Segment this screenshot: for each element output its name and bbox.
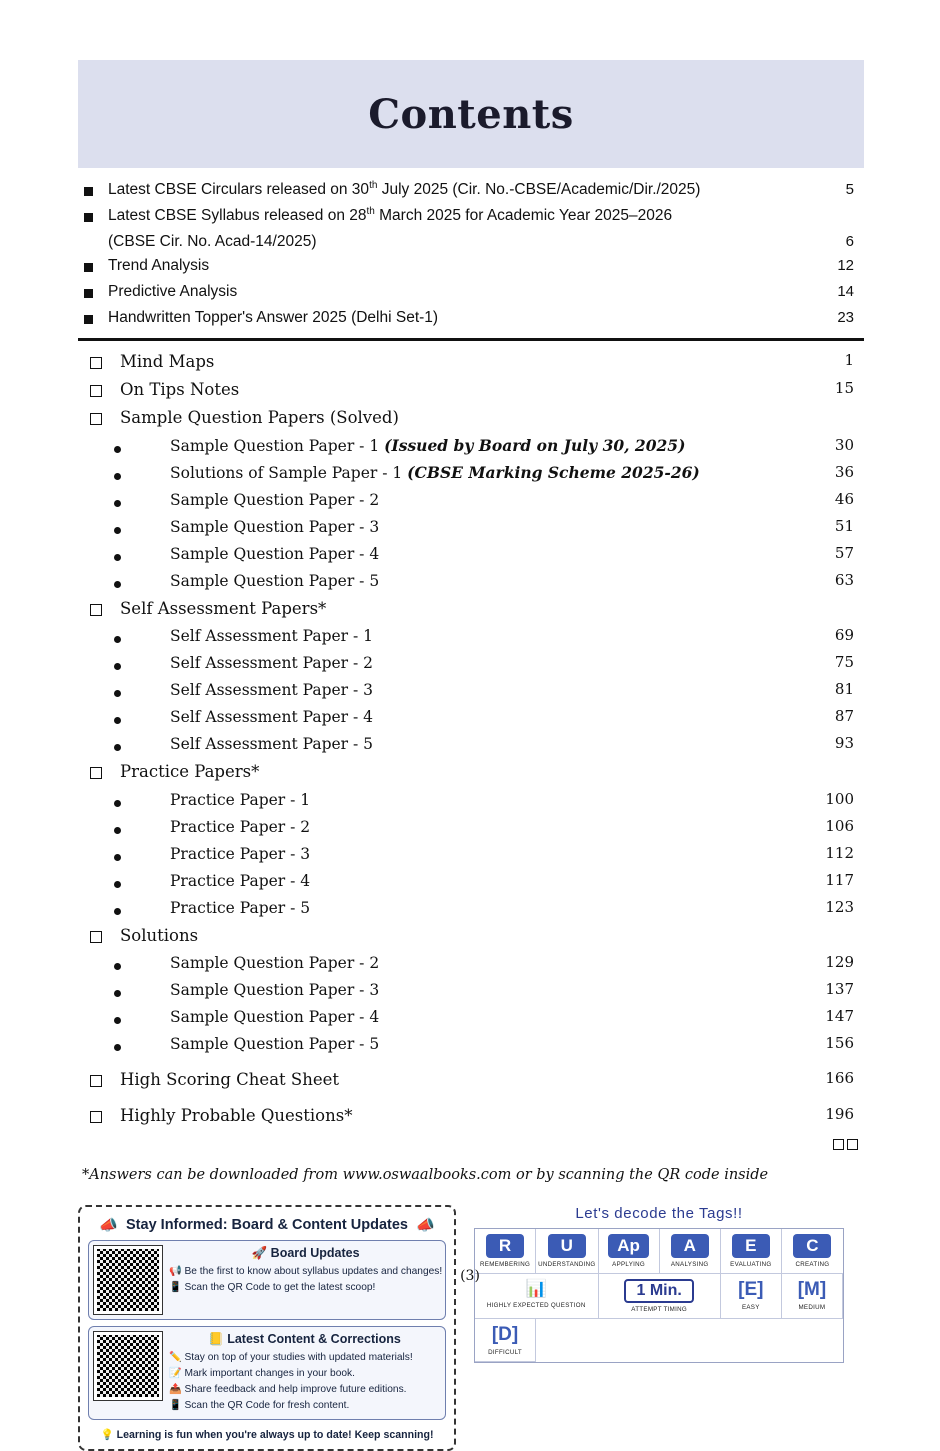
page-ref: 57 xyxy=(834,543,854,562)
round-bullet-icon xyxy=(84,706,170,730)
hollow-square-bullet-icon xyxy=(84,1068,120,1093)
page-ref: 87 xyxy=(834,707,854,726)
list-item-label: Sample Question Paper - 5 xyxy=(170,571,380,590)
page-ref: 6 xyxy=(845,233,854,250)
tags-legend-grid xyxy=(474,1228,844,1362)
list-item-label: Self Assessment Paper - 5 xyxy=(170,735,374,754)
contents-page xyxy=(78,60,864,1451)
list-item[interactable] xyxy=(84,487,858,514)
tag-badge: Ap xyxy=(608,1234,649,1258)
filled-square-bullet-icon xyxy=(84,255,108,279)
round-bullet-icon xyxy=(84,979,170,1003)
tag-badge: [E] xyxy=(738,1279,764,1301)
round-bullet-icon xyxy=(84,870,170,894)
list-item[interactable] xyxy=(84,1103,858,1131)
list-item[interactable] xyxy=(84,1005,858,1032)
list-item-label: Solutions xyxy=(120,925,199,945)
list-item-continuation xyxy=(84,230,858,254)
filled-square-bullet-icon xyxy=(84,205,108,229)
megaphone-icon: 📣 xyxy=(99,1217,119,1235)
list-item-label: Trend Analysis xyxy=(108,257,210,274)
qr-code-content-corrections[interactable] xyxy=(94,1332,162,1400)
page-ref: 5 xyxy=(845,181,854,198)
content-corrections-line: 📝 Mark important changes in your book. xyxy=(169,1368,355,1380)
hollow-square-bullet-icon xyxy=(84,597,120,622)
list-item-label: Latest CBSE Circulars released on 30th July 2025 (Cir. No.-CBSE/Academic/Dir./2025) xyxy=(108,180,701,199)
list-item-label: Highly Probable Questions* xyxy=(120,1106,353,1126)
list-item[interactable] xyxy=(84,306,858,332)
list-item[interactable] xyxy=(84,922,858,950)
list-item[interactable] xyxy=(84,1032,858,1059)
round-bullet-icon xyxy=(84,1033,170,1057)
list-item[interactable] xyxy=(84,895,858,922)
round-bullet-icon xyxy=(84,570,170,594)
page-number: (3) xyxy=(460,1268,480,1284)
list-item-note: (CBSE Marking Scheme 2025-26) xyxy=(407,462,700,482)
round-bullet-icon xyxy=(84,516,170,540)
list-item-note: (Issued by Board on July 30, 2025) xyxy=(384,435,686,455)
tag-badge: E xyxy=(732,1234,770,1258)
list-item-label: Latest CBSE Syllabus released on 28th March 2025 for Academic Year 2025–2026 xyxy=(108,206,673,225)
round-bullet-icon xyxy=(84,489,170,513)
page-ref: 196 xyxy=(825,1105,854,1124)
list-item[interactable] xyxy=(84,280,858,306)
list-item-label: Sample Question Paper - 4 xyxy=(170,544,380,563)
round-bullet-icon xyxy=(84,435,170,459)
filled-square-bullet-icon xyxy=(84,307,108,331)
updates-heading xyxy=(88,1213,446,1240)
footnote: *Answers can be downloaded from www.oswaalbooks.com or by scanning the QR code inside xyxy=(82,1167,769,1184)
list-item[interactable] xyxy=(84,787,858,814)
round-bullet-icon xyxy=(84,625,170,649)
tag-badge: [D] xyxy=(491,1323,519,1345)
tag-label: EASY xyxy=(741,1304,760,1312)
content-corrections-line: ✏️ Stay on top of your studies with updated materials! xyxy=(169,1352,413,1364)
list-item-label: High Scoring Cheat Sheet xyxy=(120,1070,339,1090)
filled-square-bullet-icon xyxy=(84,281,108,305)
hollow-square-bullet-icon xyxy=(84,1104,120,1129)
list-item[interactable] xyxy=(84,433,858,460)
page-ref: 166 xyxy=(825,1069,854,1088)
round-bullet-icon xyxy=(84,733,170,757)
list-item-label: Sample Question Paper - 3 xyxy=(170,981,380,1000)
page-ref: 112 xyxy=(825,843,854,862)
list-item-label: Self Assessment Paper - 2 xyxy=(170,654,374,673)
list-item-label: Practice Papers* xyxy=(120,762,260,782)
list-item-label: Sample Question Paper - 3 xyxy=(170,517,380,536)
tag-label: HIGHLY EXPECTED QUESTION xyxy=(486,1302,586,1310)
list-item[interactable] xyxy=(84,841,858,868)
list-item-label: Handwritten Topper's Answer 2025 (Delhi Set-1) xyxy=(108,309,439,326)
list-item-label: Self Assessment Paper - 3 xyxy=(170,681,374,700)
round-bullet-icon xyxy=(84,462,170,486)
list-item[interactable] xyxy=(84,732,858,759)
tag-cell xyxy=(475,1319,536,1362)
list-item[interactable] xyxy=(84,678,858,705)
list-item-label: Predictive Analysis xyxy=(108,283,238,300)
hollow-square-bullet-icon xyxy=(84,406,120,431)
list-item-label: Sample Question Paper - 4 xyxy=(170,1008,380,1027)
list-item[interactable] xyxy=(84,178,858,204)
tag-label: ANALYSING xyxy=(670,1261,709,1269)
updates-heading-label: Stay Informed: Board & Content Updates xyxy=(126,1217,408,1234)
bullet-spacer xyxy=(84,231,108,233)
round-bullet-icon xyxy=(84,679,170,703)
list-item[interactable] xyxy=(84,254,858,280)
page-ref: 15 xyxy=(834,378,854,397)
list-item[interactable] xyxy=(84,705,858,732)
page-ref: 129 xyxy=(825,953,854,972)
tag-badge: [M] xyxy=(797,1279,827,1301)
list-item[interactable] xyxy=(84,595,858,623)
list-item[interactable] xyxy=(84,541,858,568)
tags-legend-title: Let's decode the Tags!! xyxy=(575,1205,743,1223)
board-updates-title: 🚀 Board Updates xyxy=(251,1246,360,1261)
list-item[interactable] xyxy=(84,868,858,895)
updates-footer: 💡 Learning is fun when you're always up to date! Keep scanning! xyxy=(100,1428,434,1441)
page-ref: 117 xyxy=(825,870,854,889)
list-item-label: On Tips Notes xyxy=(120,379,240,399)
page-ref: 69 xyxy=(834,626,854,645)
list-item[interactable] xyxy=(84,624,858,651)
tag-label: ATTEMPT TIMING xyxy=(631,1306,688,1314)
list-item-label: Practice Paper - 5 xyxy=(170,898,311,917)
page-ref: 46 xyxy=(834,489,854,508)
tag-label: EVALUATING xyxy=(730,1261,772,1269)
page-ref: 147 xyxy=(825,1007,854,1026)
page-ref: 12 xyxy=(837,257,854,274)
hollow-square-bullet-icon xyxy=(84,924,120,949)
list-item[interactable] xyxy=(84,514,858,541)
page-ref: 23 xyxy=(837,309,854,326)
content-corrections-line: 📤 Share feedback and help improve future editions. xyxy=(169,1384,407,1395)
circulars-list xyxy=(78,168,864,341)
tag-label: MEDIUM xyxy=(798,1304,826,1312)
updates-panel xyxy=(78,1205,456,1450)
list-item-label: Self Assessment Papers* xyxy=(120,598,327,618)
list-item-label: Solutions of Sample Paper - 1 (CBSE Marking Scheme 2025-26) xyxy=(170,462,700,482)
content-corrections-card[interactable] xyxy=(88,1326,446,1419)
list-item-label: Practice Paper - 3 xyxy=(170,844,311,863)
list-item-label: Sample Question Papers (Solved) xyxy=(120,408,399,428)
hollow-square-bullet-icon xyxy=(84,378,120,403)
tags-legend-panel xyxy=(474,1205,844,1362)
round-bullet-icon xyxy=(84,952,170,976)
list-item-label: Self Assessment Paper - 4 xyxy=(170,708,374,727)
list-item[interactable] xyxy=(84,978,858,1005)
page-ref: 1 xyxy=(844,350,854,369)
end-marker xyxy=(78,1131,864,1153)
page-ref: 51 xyxy=(834,516,854,535)
hollow-square-bullet-icon xyxy=(84,760,120,785)
list-item[interactable] xyxy=(84,376,858,404)
list-item[interactable] xyxy=(84,405,858,433)
list-item-label: Sample Question Paper - 2 xyxy=(170,954,380,973)
tag-badge: 1 Min. xyxy=(624,1279,693,1303)
round-bullet-icon xyxy=(84,816,170,840)
page-title: Contents xyxy=(368,90,574,138)
page-ref: 100 xyxy=(825,789,854,808)
list-item[interactable] xyxy=(84,204,858,230)
list-item-label: Self Assessment Paper - 1 xyxy=(170,627,374,646)
list-item-label: (CBSE Cir. No. Acad-14/2025) xyxy=(108,233,317,250)
list-item[interactable] xyxy=(84,348,858,376)
tag-label: APPLYING xyxy=(612,1261,646,1269)
hollow-square-bullet-icon xyxy=(84,350,120,375)
list-item-label: Sample Question Paper - 5 xyxy=(170,1035,380,1054)
round-bullet-icon xyxy=(84,843,170,867)
list-item[interactable] xyxy=(84,651,858,678)
bottom-panels xyxy=(78,1205,864,1450)
page-ref: 137 xyxy=(825,980,854,999)
round-bullet-icon xyxy=(84,897,170,921)
tag-label: UNDERSTANDING xyxy=(538,1261,596,1269)
page-ref: 30 xyxy=(834,435,854,454)
list-item[interactable] xyxy=(84,568,858,595)
tag-label: CREATING xyxy=(795,1261,830,1269)
contents-main-list xyxy=(78,341,864,1131)
list-item-label: Practice Paper - 1 xyxy=(170,790,311,809)
page-ref: 81 xyxy=(834,680,854,699)
tag-label: REMEMBERING xyxy=(480,1261,531,1269)
round-bullet-icon xyxy=(84,543,170,567)
filled-square-bullet-icon xyxy=(84,179,108,203)
list-item[interactable] xyxy=(84,1067,858,1095)
list-item-label: Mind Maps xyxy=(120,351,215,371)
chart-icon: 📊 xyxy=(525,1279,547,1299)
list-item-label: Practice Paper - 4 xyxy=(170,871,311,890)
list-item[interactable] xyxy=(84,951,858,978)
tag-badge: C xyxy=(793,1234,831,1258)
page-ref: 123 xyxy=(825,897,854,916)
page-ref: 106 xyxy=(825,816,854,835)
list-item[interactable] xyxy=(84,814,858,841)
tag-badge: U xyxy=(548,1234,586,1258)
page-ref: 63 xyxy=(834,570,854,589)
content-corrections-title: 📒 Latest Content & Corrections xyxy=(208,1332,401,1347)
tag-badge: A xyxy=(671,1234,709,1258)
board-updates-line: 📢 Be the first to know about syllabus updates and changes! xyxy=(169,1266,443,1278)
tag-label: DIFFICULT xyxy=(488,1348,522,1356)
page-ref: 36 xyxy=(834,462,854,481)
page-ref: 93 xyxy=(834,734,854,753)
megaphone-icon: 📣 xyxy=(415,1217,435,1235)
content-corrections-body xyxy=(169,1332,440,1413)
page-title-banner xyxy=(78,60,864,168)
page-ref: 156 xyxy=(825,1034,854,1053)
list-item-label: Sample Question Paper - 1 (Issued by Board on July 30, 2025) xyxy=(170,435,686,455)
list-item-label: Practice Paper - 2 xyxy=(170,817,311,836)
page-ref: 75 xyxy=(834,653,854,672)
list-item-label: Sample Question Paper - 2 xyxy=(170,490,380,509)
list-item[interactable] xyxy=(84,759,858,787)
tag-badge: R xyxy=(486,1234,524,1258)
round-bullet-icon xyxy=(84,1006,170,1030)
page-ref: 14 xyxy=(837,283,854,300)
content-corrections-line: 📱 Scan the QR Code for fresh content. xyxy=(169,1399,350,1411)
round-bullet-icon xyxy=(84,652,170,676)
round-bullet-icon xyxy=(84,789,170,813)
list-item[interactable] xyxy=(84,460,858,487)
board-updates-line: 📱 Scan the QR Code to get the latest scoop! xyxy=(169,1282,376,1294)
